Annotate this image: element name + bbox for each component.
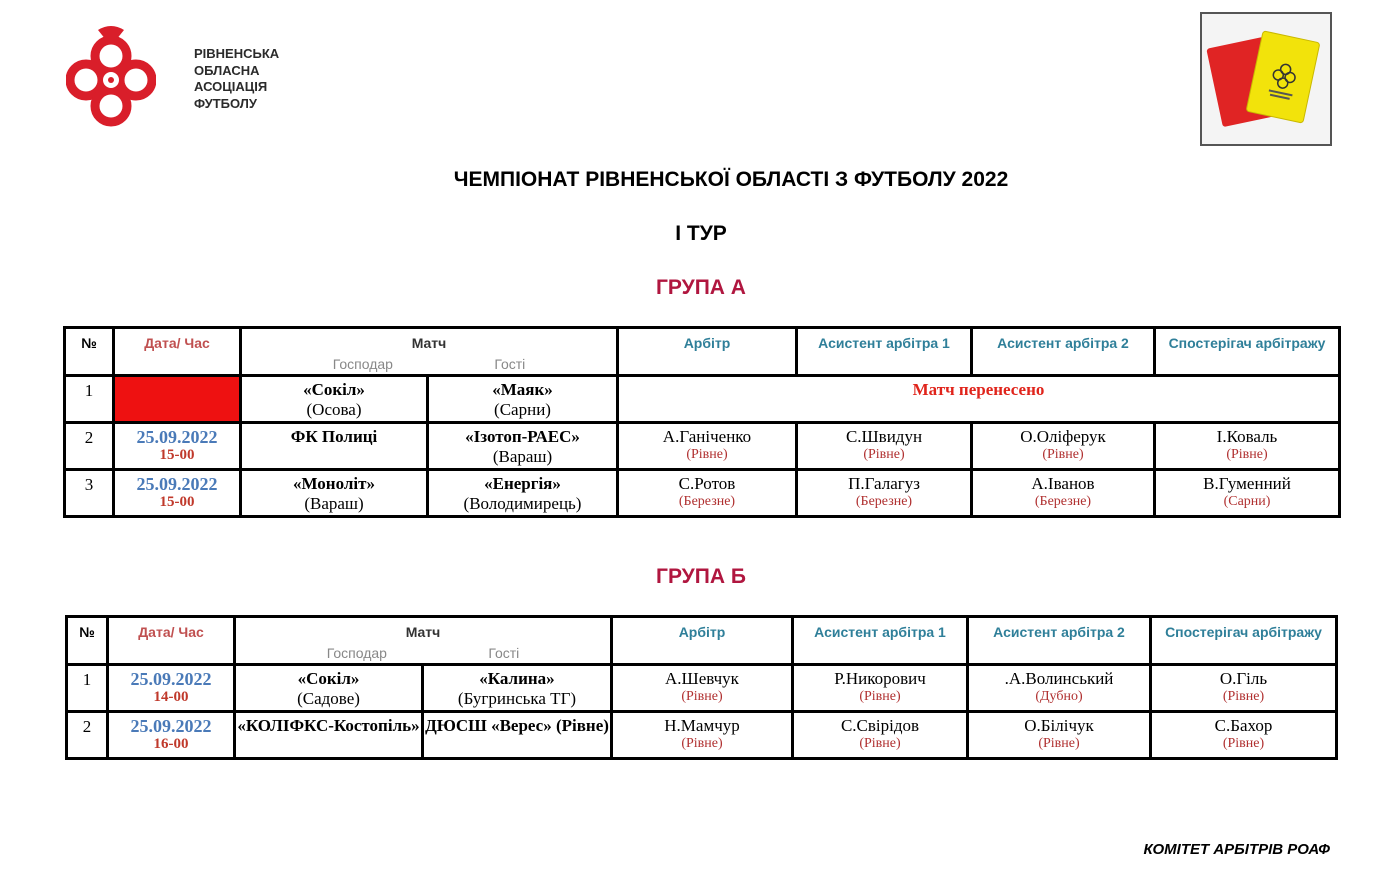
- host-cell: «Сокіл» (Осова): [241, 376, 428, 423]
- logo-text: [194, 46, 279, 112]
- page-title: ЧЕМПІОНАТ РІВНЕНСЬКОЇ ОБЛАСТІ З ФУТБОЛУ 2022: [453, 168, 1009, 191]
- row-number: 3: [65, 470, 114, 517]
- table-row: [65, 470, 1340, 517]
- association-logo: [66, 24, 156, 136]
- group-b-title: ГРУПА Б: [656, 565, 746, 588]
- referee-cards-image: [1200, 12, 1332, 146]
- host-cell: «КОЛІФКС-Костопіль»: [235, 712, 423, 759]
- guest-cell: «Маяк» (Сарни): [428, 376, 618, 423]
- header-referee: Арбітр: [612, 617, 793, 665]
- referee-cell: А.Шевчук (Рівне): [612, 665, 793, 712]
- header-host: Господар: [332, 356, 393, 372]
- assistant1-cell: С.Швидун (Рівне): [797, 423, 972, 470]
- observer-cell: С.Бахор (Рівне): [1151, 712, 1337, 759]
- header-observer: Спостерігач арбітражу: [1151, 617, 1337, 665]
- assistant2-cell: О.Оліферук (Рівне): [972, 423, 1155, 470]
- table-row: [65, 376, 1340, 423]
- group-a-table: [63, 326, 1341, 518]
- header-assistant2: Асистент арбітра 2: [968, 617, 1151, 665]
- row-number: 1: [67, 665, 108, 712]
- referee-cell: А.Ганіченко (Рівне): [618, 423, 797, 470]
- logo-line-3: АСОЦІАЦІЯ: [194, 79, 268, 94]
- referee-cell: С.Ротов (Березне): [618, 470, 797, 517]
- referee-cell: Н.Мамчур (Рівне): [612, 712, 793, 759]
- assistant2-cell: .А.Волинський (Дубно): [968, 665, 1151, 712]
- header-referee: Арбітр: [618, 328, 797, 376]
- header-observer: Спостерігач арбітражу: [1155, 328, 1340, 376]
- header-date: Дата/ Час: [114, 328, 241, 376]
- header-guest: Гості: [488, 645, 520, 661]
- header-date: Дата/ Час: [108, 617, 235, 665]
- guest-cell: ДЮСШ «Верес» (Рівне): [423, 712, 612, 759]
- assistant2-cell: А.Іванов (Березне): [972, 470, 1155, 517]
- logo-line-1: РІВНЕНСЬКА: [194, 46, 280, 61]
- assistant1-cell: С.Свірідов (Рівне): [793, 712, 968, 759]
- table-header-row: [65, 328, 1340, 376]
- row-number: 2: [65, 423, 114, 470]
- date-cell: 25.09.2022 14-00: [108, 665, 235, 712]
- header-match: Матч Господар Гості: [235, 617, 612, 665]
- host-cell: ФК Полиці: [241, 423, 428, 470]
- date-cell-empty: [114, 376, 241, 423]
- header-no: №: [67, 617, 108, 665]
- date-cell: 25.09.2022 15-00: [114, 423, 241, 470]
- date-cell: 25.09.2022 15-00: [114, 470, 241, 517]
- observer-cell: О.Гіль (Рівне): [1151, 665, 1337, 712]
- row-number: 1: [65, 376, 114, 423]
- cards-icon: [1202, 14, 1330, 144]
- header-guest: Гості: [494, 356, 526, 372]
- logo-line-4: ФУТБОЛУ: [194, 95, 257, 111]
- guest-cell: «Енергія» (Володимирець): [428, 470, 618, 517]
- logo-line-2: ОБЛАСНА: [194, 62, 260, 78]
- row-number: 2: [67, 712, 108, 759]
- table-row: [67, 712, 1337, 759]
- round-title: І ТУР: [675, 222, 727, 245]
- host-cell: «Моноліт» (Вараш): [241, 470, 428, 517]
- header-assistant1: Асистент арбітра 1: [793, 617, 968, 665]
- table-header-row: [67, 617, 1337, 665]
- guest-cell: «Ізотоп-РАЕС» (Вараш): [428, 423, 618, 470]
- group-b-table: [65, 615, 1338, 760]
- table-row: [65, 423, 1340, 470]
- table-row: [67, 665, 1337, 712]
- host-cell: «Сокіл» (Садове): [235, 665, 423, 712]
- date-cell: 25.09.2022 16-00: [108, 712, 235, 759]
- observer-cell: В.Гуменний (Сарни): [1155, 470, 1340, 517]
- assistant1-cell: Р.Никорович (Рівне): [793, 665, 968, 712]
- guest-cell: «Калина» (Бугринська ТГ): [423, 665, 612, 712]
- header-match: Матч Господар Гості: [241, 328, 618, 376]
- postponed-cell: Матч перенесено: [618, 376, 1340, 423]
- header-no: №: [65, 328, 114, 376]
- observer-cell: І.Коваль (Рівне): [1155, 423, 1340, 470]
- assistant2-cell: О.Білічук (Рівне): [968, 712, 1151, 759]
- assistant1-cell: П.Галагуз (Березне): [797, 470, 972, 517]
- header-assistant2: Асистент арбітра 2: [972, 328, 1155, 376]
- header-host: Господар: [326, 645, 387, 661]
- footer-signature: КОМІТЕТ АРБІТРІВ РОАФ: [1143, 841, 1330, 858]
- header-assistant1: Асистент арбітра 1: [797, 328, 972, 376]
- group-a-title: ГРУПА А: [656, 276, 746, 299]
